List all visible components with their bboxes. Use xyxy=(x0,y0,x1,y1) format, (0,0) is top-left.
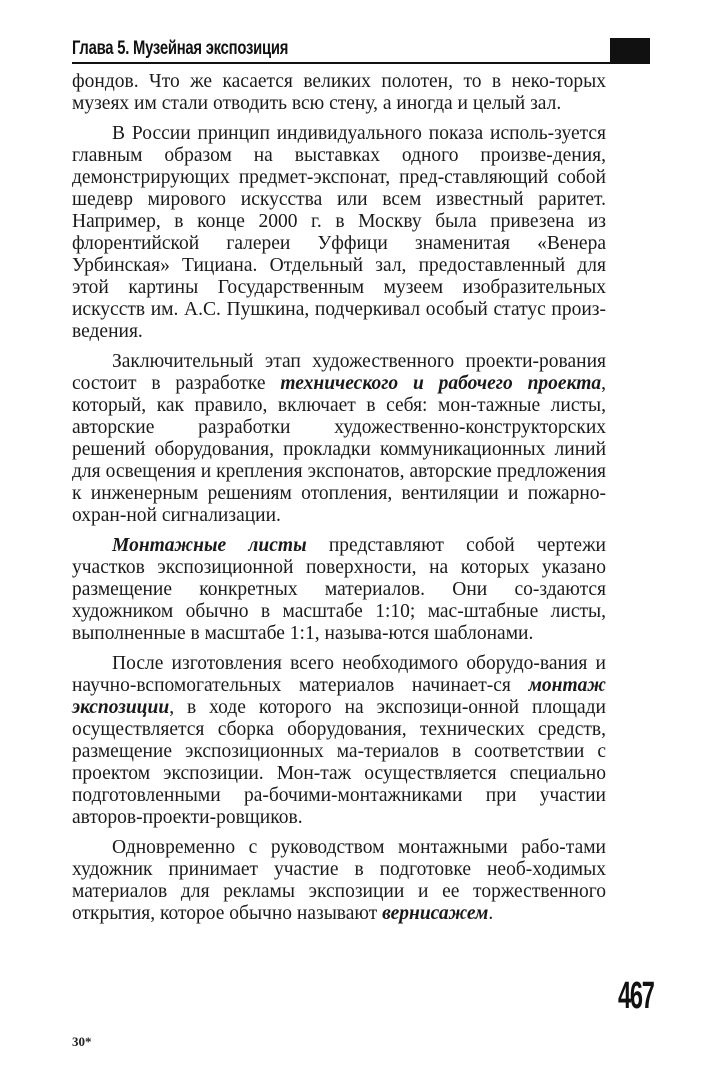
paragraph-text: Заключительный этап художественного проекти-рования состоит в разработке xyxy=(72,351,606,394)
paragraph-1 xyxy=(72,71,606,115)
paragraph-text: После изготовления всего необходимого оборудо-вания и научно-вспомогательных материалов начинает-ся xyxy=(72,653,606,696)
paragraph-text: . xyxy=(488,903,494,924)
paragraph-text: представляют собой чертежи участков экспозиционной поверхности, на которых указано размещение конкретных материалов. Они со-здаются художником обычно в масштабе 1:10; мас-штабные листы, выполненные в масштабе 1:1, называ-ются шаблонами. xyxy=(72,535,606,644)
main-text xyxy=(72,71,606,925)
paragraph-3 xyxy=(72,351,606,527)
paragraph-5 xyxy=(72,653,606,829)
signature-mark: 30* xyxy=(72,1034,92,1049)
paragraph-text: , который, как правило, включает в себя: мон-тажные листы, авторские разработки художественно-конструкторских решений оборудования, прокладки коммуникационных линий для освещения и крепления экспонатов, авторские предложения к инженерным решениям отопления, вентиляции и пожарно-охран-ной сигнализации. xyxy=(72,373,606,526)
term-exposition-mounting: монтаж экспозиции xyxy=(72,675,606,718)
term-vernissage: вернисажем xyxy=(382,903,489,924)
header-rule xyxy=(72,62,650,64)
page-number: 467 xyxy=(618,975,654,1017)
term-technical-project: технического и рабочего проекта xyxy=(280,373,602,394)
running-header xyxy=(72,38,650,62)
term-mounting-sheets: Монтажные листы xyxy=(112,535,307,556)
paragraph-2 xyxy=(72,123,606,343)
header-black-block xyxy=(610,38,650,62)
paragraph-text: , в ходе которого на экспозици-онной площади осуществляется сборка оборудования, технических средств, размещение экспозиционных ма-териалов в соответствии с проектом экспозиции. Мон-таж осуществляется специально подготовленными ра-бочими-монтажниками при участии авторов-проекти-ровщиков. xyxy=(72,697,606,828)
paragraph-4 xyxy=(72,535,606,645)
paragraph-text: Одновременно с руководством монтажными рабо-тами художник принимает участие в подготовке необ-ходимых материалов для рекламы экспозиции и ее торжественного открытия, которое обычно называют xyxy=(72,837,606,924)
paragraph-text: фондов. Что же касается великих полотен, то в неко-торых музеях им стали отводить всю стену, а иногда и целый зал. xyxy=(72,71,606,114)
chapter-title: Глава 5. Музейная экспозиция xyxy=(72,38,289,59)
paragraph-6 xyxy=(72,837,606,925)
paragraph-text: В России принцип индивидуального показа исполь-зуется главным образом на выставках одного произве-дения, демонстрирующих предмет-экспонат, пред-ставляющий собой шедевр мирового искусства или всем известный раритет. Например, в конце 2000 г. в Москву была привезена из флорентийской галереи Уффици знаменитая «Венера Урбинская» Тициана. Отдельный зал, предоставленный для этой картины Государственным музеем изобразительных искусств им. А.С. Пушкина, подчеркивал особый статус произ-ведения. xyxy=(72,123,606,342)
